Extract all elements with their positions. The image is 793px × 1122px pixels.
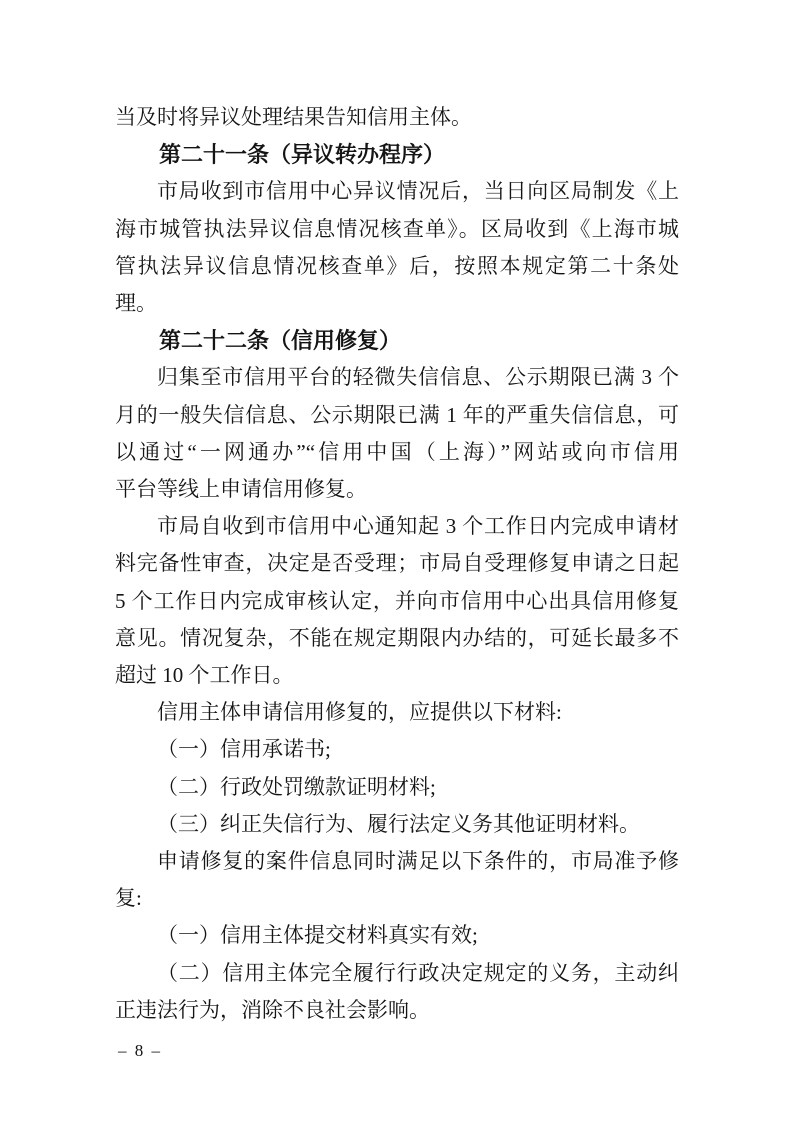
body-text-line: 市局自收到市信用中心通知起 3 个工作日内完成申请材	[157, 514, 679, 539]
body-text-line: 平台等线上申请信用修复。	[115, 477, 367, 502]
page-number: – 8 –	[118, 1041, 162, 1060]
body-text-line: （一）信用主体提交材料真实有效;	[157, 923, 478, 948]
body-text-line: 月的一般失信信息、公示期限已满 1 年的严重失信信息，可	[115, 402, 679, 427]
body-text-line: （三）纠正失信行为、履行法定义务其他证明材料。	[157, 811, 640, 836]
body-text-line: 市局收到市信用中心异议情况后，当日向区局制发《上	[157, 179, 679, 204]
body-text-line: （二）信用主体完全履行行政决定规定的义务，主动纠	[157, 960, 679, 985]
body-text-line: 5 个工作日内完成审核认定，并向市信用中心出具信用修复	[115, 588, 679, 613]
document-body	[115, 99, 679, 1029]
article-heading: 第二十一条（异议转办程序）	[159, 142, 446, 168]
body-text-line: 申请修复的案件信息同时满足以下条件的，市局准予修	[157, 849, 679, 874]
body-text-line: 归集至市信用平台的轻微失信信息、公示期限已满 3 个	[157, 365, 679, 390]
body-text-line: 管执法异议信息情况核查单》后，按照本规定第二十条处理。	[115, 253, 679, 316]
body-text-line: 以通过“一网通办”“信用中国（上海）”网站或向市信用	[115, 439, 679, 464]
body-text-line: 料完备性审查，决定是否受理；市局自受理修复申请之日起	[115, 551, 679, 576]
body-text-line: 意见。情况复杂，不能在规定期限内办结的，可延长最多不	[115, 625, 679, 650]
body-text-line: 信用主体申请信用修复的，应提供以下材料:	[157, 700, 562, 725]
body-text-line: 海市城管执法异议信息情况核查单》。区局收到《上海市城	[115, 216, 679, 241]
article-heading: 第二十二条（信用修复）	[159, 328, 402, 354]
body-text-line: （一）信用承诺书;	[157, 737, 331, 762]
body-text-line: 复:	[115, 886, 142, 911]
body-text-line: 正违法行为，消除不良社会影响。	[115, 997, 430, 1022]
body-text-line: 超过 10 个工作日。	[115, 663, 294, 688]
body-text-line: （二）行政处罚缴款证明材料;	[157, 774, 436, 799]
body-text-line: 当及时将异议处理结果告知信用主体。	[115, 105, 472, 129]
